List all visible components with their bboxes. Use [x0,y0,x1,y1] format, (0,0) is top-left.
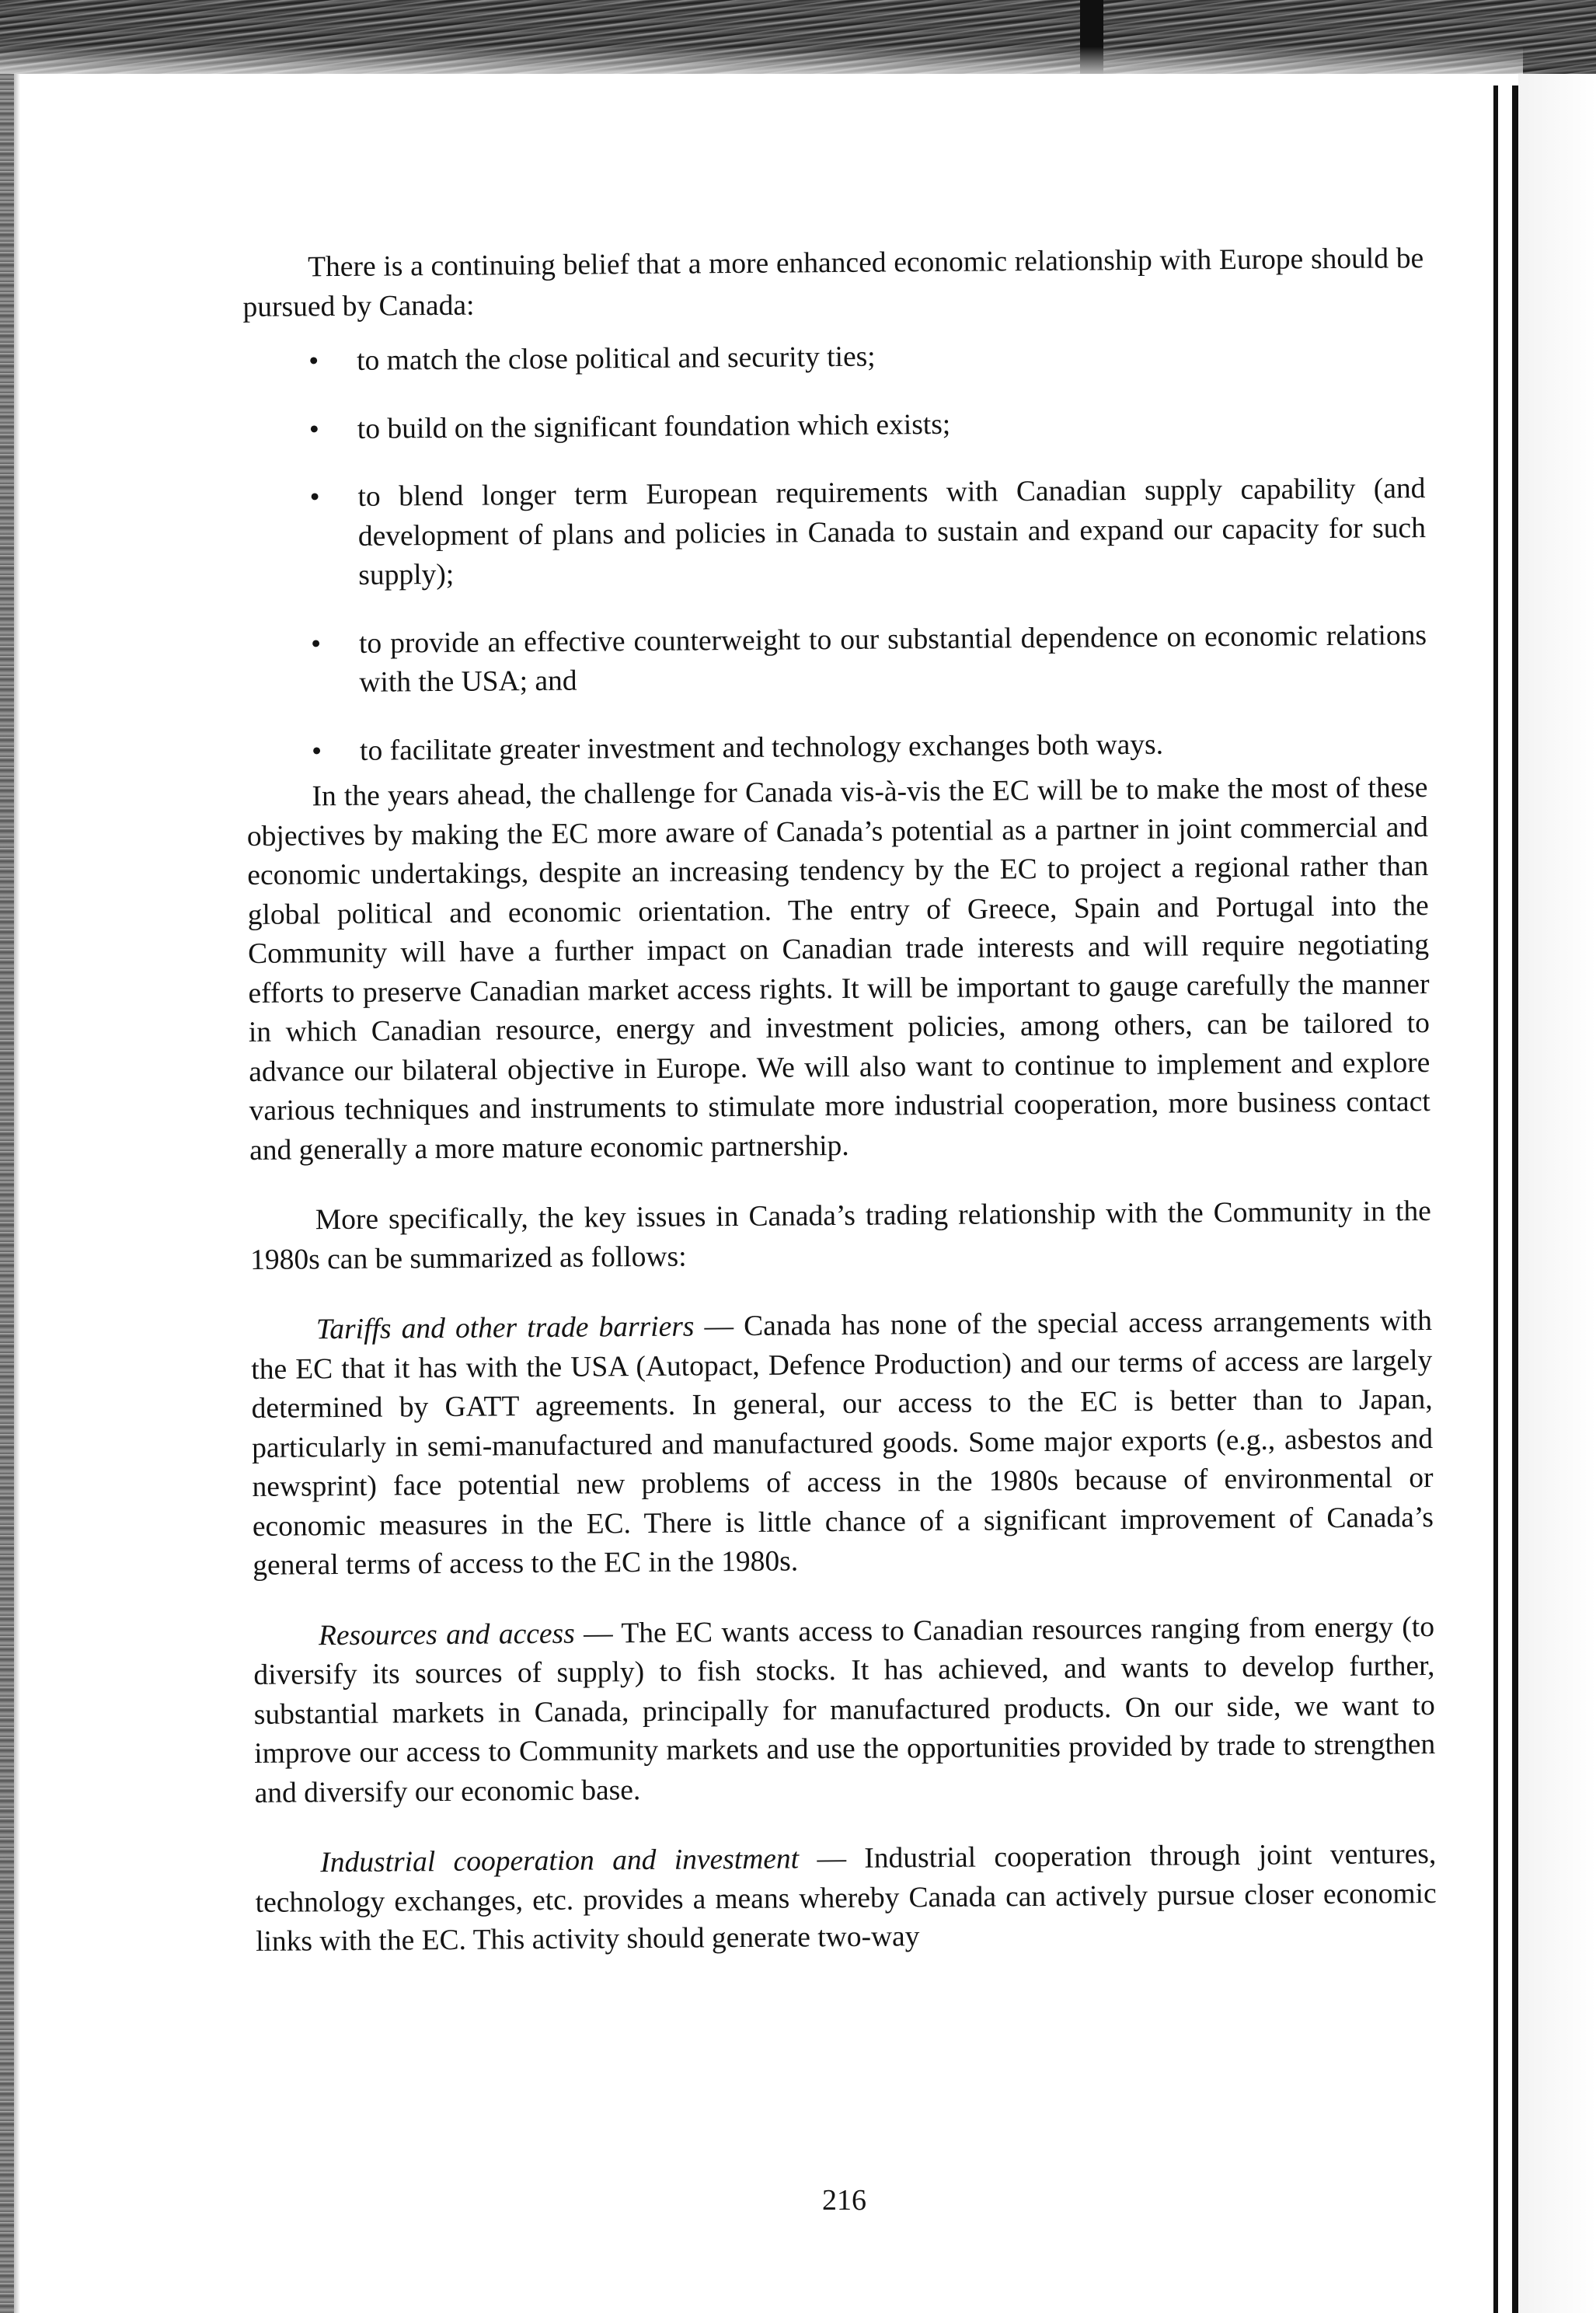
list-item-text: to blend longer term European requirements with Canadian supply capability (and development of plans and policies in Canada to sustain and expand our capacity for such supply); [357,473,1427,591]
scan-left-edge [0,74,14,2313]
issue-text: — Canada has none of the special access arrangements with the EC that it has with the USA (Autopact, Defence Production) and our terms of access are largely determined by GATT agreements. In general, our access to the EC is better than to Japan, particularly in semi-manufactured and manufactured goods. Some major exports (e.g., asbestos and newsprint) face potential new problems of access in the 1980s because of environmental or economic measures in the EC. There is little chance of a significant improvement of Canada’s general terms of access to the EC in the 1980s. [251,1305,1434,1582]
key-issues-paragraph: More specifically, the key issues in Canada’s trading relationship with the Community in the 1980s can be summarized as follows: [250,1195,1431,1276]
page-body [242,239,1437,1962]
bullet-icon: • [309,481,320,514]
list-item-text: to provide an effective counterweight to our substantial dependence on economic relations with the USA; and [358,619,1427,699]
list-item [310,616,1427,703]
issue-resources-paragraph [253,1608,1436,1813]
binding-gutter [1518,74,1596,2313]
page-number: 216 [822,2184,866,2217]
issue-tariffs-paragraph [251,1302,1434,1586]
scan-top-fade [0,47,1523,93]
binding-line [1512,85,1518,2313]
issue-heading: Tariffs and other trade barriers [315,1310,695,1346]
scan-left-shadow [14,74,20,2313]
bullet-icon: • [311,734,322,767]
bullet-icon: • [308,345,319,378]
list-item [309,469,1427,595]
challenge-paragraph: In the years ahead, the challenge for Canada vis-à-vis the EC will be to make the most of these objectives by making the EC more aware of Canada’s potential as a partner in joint commercial and economic undertakings, despite an increasing tendency by the EC to project a regional rather than global political and economic orientation. The entry of Greece, Spain and Portugal into the Community will have a further impact on Canadian trade interests and will require negotiating efforts to preserve Canadian market access rights. It will be important to gauge carefully the manner in which Canadian resource, energy and investment policies, among others, can be tailored to advance our bilateral objective in Europe. We will also want to continue to implement and explore various techniques and instruments to stimulate more industrial cooperation, more business contact and generally a more mature economic partnership. [246,772,1430,1167]
list-item-text: to build on the significant foundation which exists; [357,408,951,445]
list-item [311,724,1427,771]
bullet-icon: • [310,627,322,660]
issue-text: — The EC wants access to Canadian resources ranging from energy (to diversify its sources of supply) to fish stocks. It has achieved, and wants to develop further, substantial markets in Canada, principally for manufactured products. On our side, we want to improve our access to Community markets and use the opportunities provided by trade to strengthen and diversify our economic base. [253,1610,1436,1809]
list-item [308,333,1424,381]
list-item-text: to match the close political and security ties; [356,340,876,377]
binding-line [1493,85,1498,2313]
issue-heading: Resources and access [318,1617,575,1652]
issue-heading: Industrial cooperation and investment [320,1843,800,1879]
list-item [308,402,1425,449]
list-item-text: to facilitate greater investment and technology exchanges both ways. [359,728,1164,767]
objectives-list [243,333,1427,772]
bullet-icon: • [308,413,320,445]
issue-text: — Industrial cooperation through joint ventures, technology exchanges, etc. provides a means whereby Canada can actively pursue closer economic links with the EC. This activity should generate two-way [255,1837,1437,1958]
issue-industrial-paragraph [255,1835,1437,1962]
intro-paragraph: There is a continuing belief that a more enhanced economic relationship with Europe should be pursued by Canada: [242,242,1424,323]
